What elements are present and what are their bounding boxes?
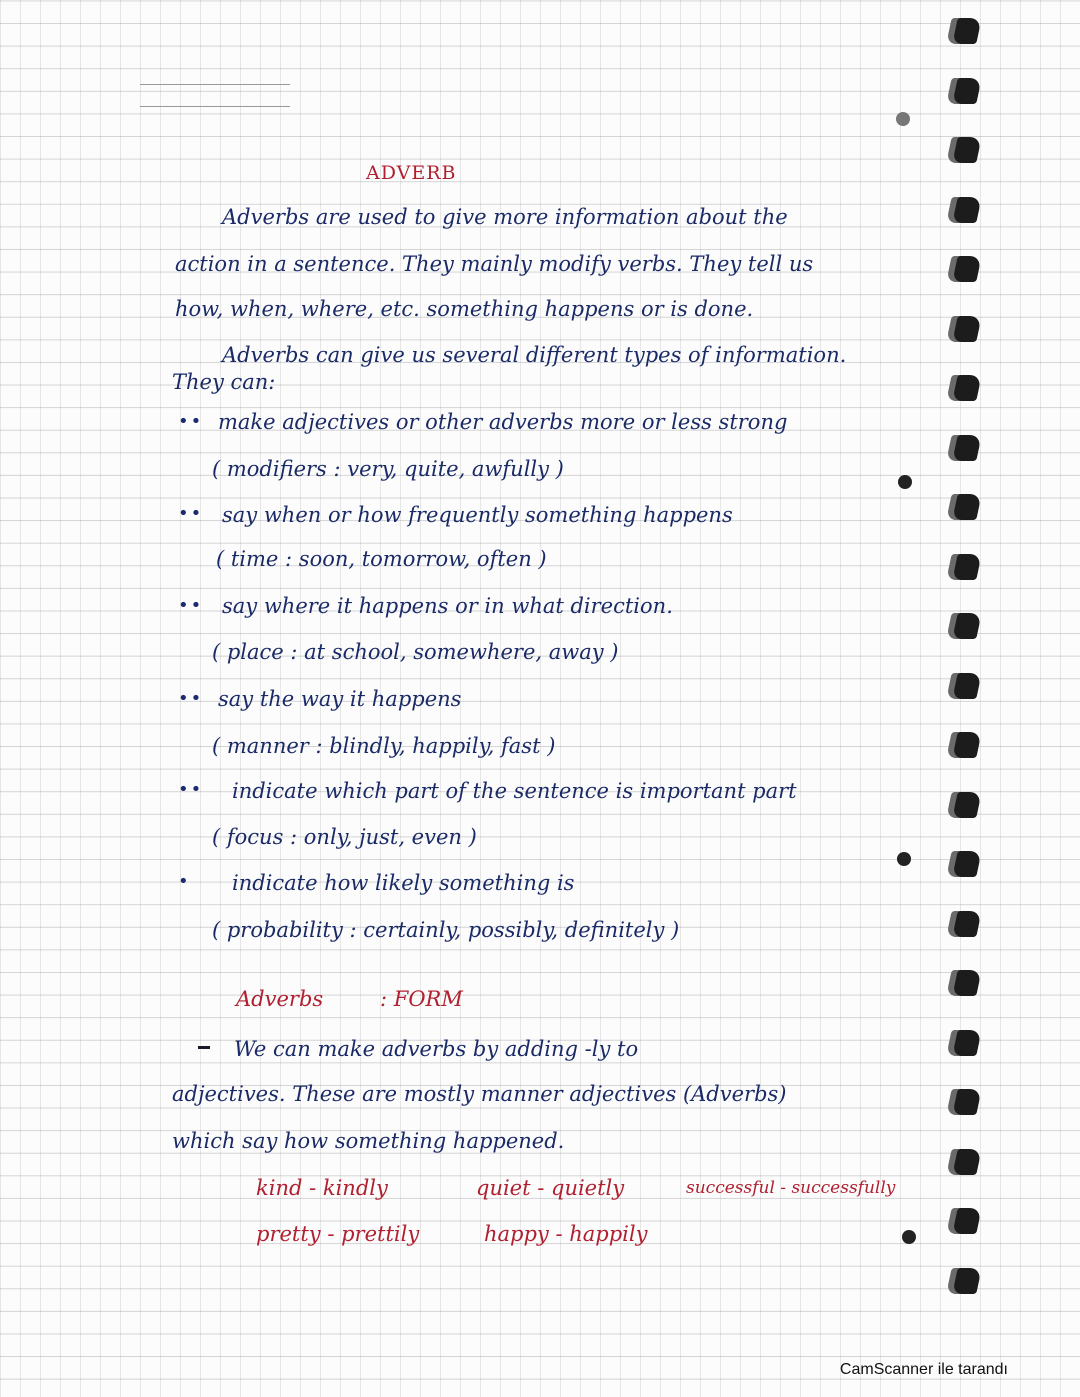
use-2-example: ( time : soon, tomorrow, often ) — [216, 547, 547, 571]
form-line-1: We can make adverbs by adding -ly to — [234, 1037, 639, 1061]
intro-line-3: how, when, where, etc. something happens or is done. — [175, 297, 754, 321]
bullet-icon: •• — [178, 503, 204, 524]
spiral-ring — [946, 1208, 982, 1234]
form-line-2: adjectives. These are mostly manner adjectives (Adverbs) — [172, 1082, 787, 1106]
bullet-icon: •• — [178, 688, 204, 709]
spiral-ring — [946, 792, 982, 818]
bullet-icon: •• — [178, 595, 204, 616]
bullet-icon: •• — [178, 779, 204, 800]
spiral-ring — [946, 1268, 982, 1294]
spiral-ring — [946, 316, 982, 342]
intro-line-2: action in a sentence. They mainly modify verbs. They tell us — [175, 252, 814, 276]
spiral-ring — [946, 613, 982, 639]
spiral-ring — [946, 197, 982, 223]
form-line-3: which say how something happened. — [172, 1129, 565, 1153]
page-title: ADVERB — [366, 162, 457, 184]
spiral-binding — [949, 18, 985, 1338]
bullet-icon: •• — [178, 411, 204, 432]
spiral-ring — [946, 911, 982, 937]
spiral-ring — [946, 375, 982, 401]
form-example-prettily: pretty - prettily — [256, 1222, 420, 1246]
use-6-text: indicate how likely something is — [232, 871, 575, 895]
form-example-quietly: quiet - quietly — [476, 1176, 625, 1200]
spiral-ring — [946, 256, 982, 282]
spiral-ring — [946, 732, 982, 758]
use-5-example: ( focus : only, just, even ) — [212, 825, 477, 849]
spiral-ring — [946, 435, 982, 461]
use-1-text: make adjectives or other adverbs more or less strong — [218, 410, 788, 434]
use-1-example: ( modifiers : very, quite, awfully ) — [212, 457, 564, 481]
form-example-kindly: kind - kindly — [256, 1176, 388, 1200]
spiral-ring — [946, 554, 982, 580]
intro-line-5: They can: — [172, 370, 276, 394]
punch-hole — [897, 852, 911, 866]
use-2-text: say when or how frequently something happens — [222, 503, 733, 527]
intro-line-4: Adverbs can give us several different types of information. — [222, 343, 847, 367]
spiral-ring — [946, 970, 982, 996]
use-3-text: say where it happens or in what direction. — [222, 594, 673, 618]
use-4-example: ( manner : blindly, happily, fast ) — [212, 734, 556, 758]
top-rule — [140, 106, 290, 107]
dash-icon — [198, 1046, 210, 1049]
form-heading: Adverbs — [236, 987, 324, 1011]
use-6-example: ( probability : certainly, possibly, definitely ) — [212, 918, 680, 942]
use-5-text: indicate which part of the sentence is important part — [232, 779, 797, 803]
use-3-example: ( place : at school, somewhere, away ) — [212, 640, 619, 664]
form-heading-suffix: : FORM — [380, 987, 463, 1011]
top-rule — [140, 84, 290, 85]
spiral-ring — [946, 78, 982, 104]
intro-line-1: Adverbs are used to give more information about the — [222, 205, 788, 229]
spiral-ring — [946, 1089, 982, 1115]
bullet-icon: • — [178, 871, 191, 892]
spiral-ring — [946, 851, 982, 877]
spiral-ring — [946, 137, 982, 163]
spiral-ring — [946, 18, 982, 44]
spiral-ring — [946, 673, 982, 699]
spiral-ring — [946, 1149, 982, 1175]
punch-hole — [902, 1230, 916, 1244]
spiral-ring — [946, 494, 982, 520]
punch-hole — [896, 112, 910, 126]
scanner-watermark: CamScanner ile tarandı — [839, 1361, 1008, 1378]
spiral-ring — [946, 1030, 982, 1056]
use-4-text: say the way it happens — [218, 687, 462, 711]
form-example-successfully: successful - successfully — [686, 1178, 896, 1198]
form-example-happily: happy - happily — [484, 1222, 648, 1246]
punch-hole — [898, 475, 912, 489]
